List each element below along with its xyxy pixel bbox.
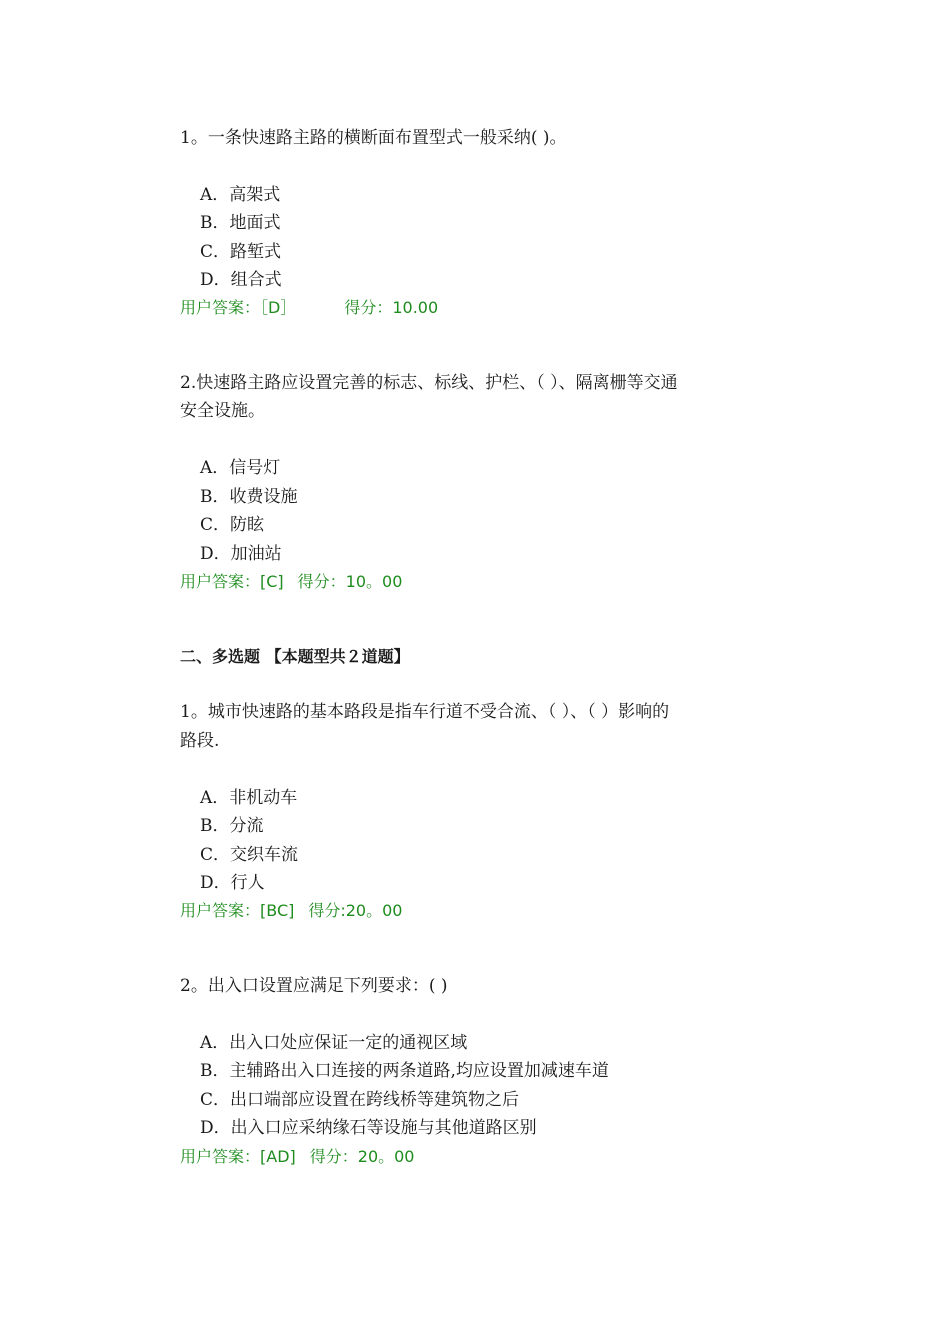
option-b: B．收费设施 (200, 487, 298, 507)
question-stem: 1。一条快速路主路的横断面布置型式一般采纳( )。 (180, 128, 567, 148)
score: 得分：20。00 (309, 1147, 415, 1166)
option-a: A．高架式 (200, 185, 281, 205)
user-answer-row (180, 298, 438, 318)
user-answer-row (180, 1147, 415, 1167)
option-c: C．路堑式 (200, 242, 282, 262)
user-answer-row (180, 572, 402, 592)
option-b: B．地面式 (200, 213, 281, 233)
question-stem: 2.快速路主路应设置完善的标志、标线、护栏、（ ）、隔离栅等交通 (180, 373, 678, 393)
question-stem-continued: 安全设施。 (180, 401, 265, 421)
option-d: D．行人 (200, 873, 265, 893)
user-answer: 用户答案：［D］ (180, 298, 297, 317)
option-b: B．主辅路出入口连接的两条道路,均应设置加减速车道 (200, 1061, 609, 1081)
question-stem: 2。出入口设置应满足下列要求：( ) (180, 976, 448, 996)
user-answer: 用户答案：[AD] (180, 1147, 296, 1166)
option-d: D．组合式 (200, 270, 282, 290)
score: 得分：10。00 (297, 572, 403, 591)
user-answer-row (180, 901, 402, 921)
option-a: A．出入口处应保证一定的通视区域 (200, 1033, 468, 1053)
section-heading: 二、多选题 【本题型共２道题】 (180, 647, 410, 666)
option-c: C．防眩 (200, 515, 265, 535)
option-a: A．信号灯 (200, 458, 281, 478)
question-stem: 1。城市快速路的基本路段是指车行道不受合流、（ ）、（ ）影响的 (180, 702, 670, 722)
option-d: D．出入口应采纳缘石等设施与其他道路区别 (200, 1118, 537, 1138)
question-stem-continued: 路段. (180, 731, 220, 751)
user-answer: 用户答案：[C] (180, 572, 284, 591)
user-answer: 用户答案：[BC] (180, 901, 295, 920)
option-a: A．非机动车 (200, 788, 298, 808)
option-b: B．分流 (200, 816, 264, 836)
score: 得分：10.00 (344, 298, 439, 317)
score: 得分:20。00 (308, 901, 403, 920)
option-c: C．出口端部应设置在跨线桥等建筑物之后 (200, 1090, 520, 1110)
option-c: C．交织车流 (200, 845, 299, 865)
option-d: D．加油站 (200, 544, 282, 564)
